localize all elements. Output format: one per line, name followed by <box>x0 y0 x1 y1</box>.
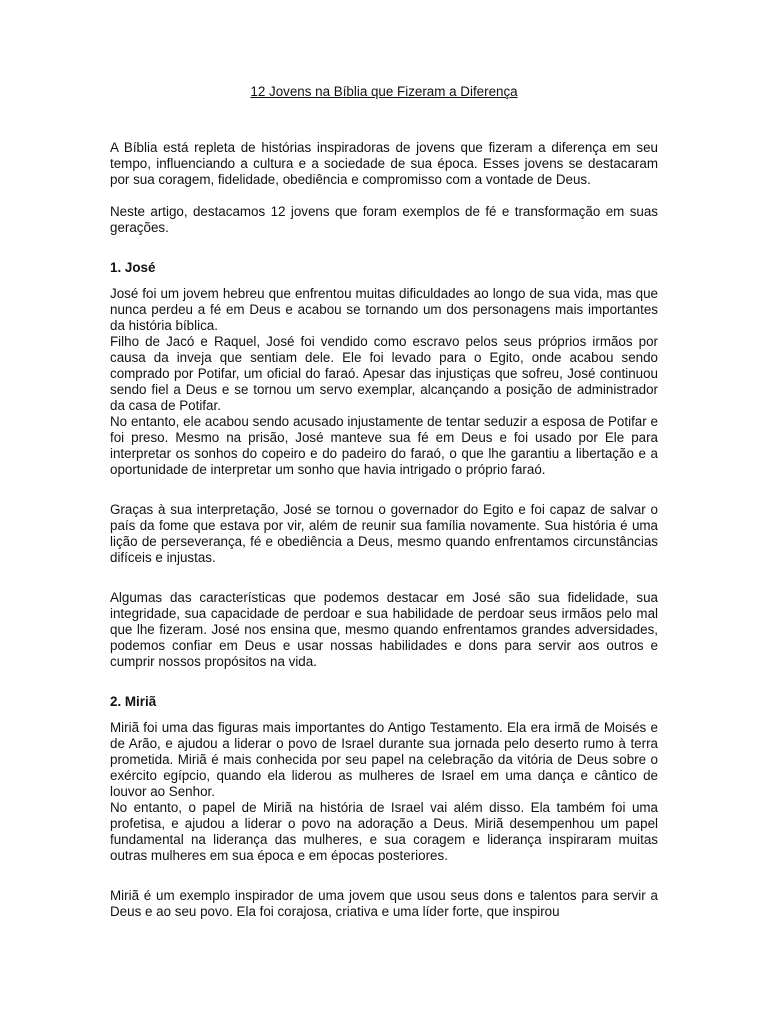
jose-paragraph-3: No entanto, ele acabou sendo acusado injustamente de tentar seduzir a esposa de Potifar e foi preso. Mesmo na prisão, José manteve sua fé em Deus e foi usado por Ele para interpretar os sonhos do copeiro e do padeiro do faraó, o que lhe garantiu a libertação e a oportunidade de interpretar um sonho que havia intrigado o próprio faraó. <box>110 414 658 477</box>
jose-paragraph-4: Graças à sua interpretação, José se tornou o governador do Egito e foi capaz de salvar o país da fome que estava por vir, além de reunir sua família novamente. Sua história é uma lição de perseverança, fé e obediência a Deus, mesmo quando enfrentamos circunstâncias difíceis e injustas. <box>110 502 658 565</box>
miria-paragraph-2: No entanto, o papel de Miriã na história de Israel vai além disso. Ela também foi uma profetisa, e ajudou a liderar o povo na adoração a Deus. Miriã desempenhou um papel fundamental na liderança das mulheres, e sua coragem e liderança inspiraram muitas outras mulheres em sua época e em épocas posteriores. <box>110 800 658 863</box>
intro-paragraph-1: A Bíblia está repleta de histórias inspiradoras de jovens que fizeram a diferença em seu tempo, influenciando a cultura e a sociedade de sua época. Esses jovens se destacaram por sua coragem, fidelidade, obediência e compromisso com a vontade de Deus. <box>110 140 658 187</box>
section-heading-miria: 2. Miriã <box>110 694 157 709</box>
document-title: 12 Jovens na Bíblia que Fizeram a Diferença <box>250 84 518 99</box>
section-heading-jose: 1. José <box>110 260 156 275</box>
jose-paragraph-5: Algumas das características que podemos destacar em José são sua fidelidade, sua integridade, sua capacidade de perdoar e sua habilidade de perdoar seus irmãos pelo mal que lhe fizeram. José nos ensina que, mesmo quando enfrentamos grandes adversidades, podemos confiar em Deus e usar nossas habilidades e dons para servir aos outros e cumprir nossos propósitos na vida. <box>110 590 658 669</box>
intro-paragraph-2: Neste artigo, destacamos 12 jovens que foram exemplos de fé e transformação em suas gerações. <box>110 204 658 235</box>
jose-paragraph-2: Filho de Jacó e Raquel, José foi vendido como escravo pelos seus próprios irmãos por causa da inveja que sentiam dele. Ele foi levado para o Egito, onde acabou sendo comprado por Potifar, um oficial do faraó. Apesar das injustiças que sofreu, José continuou sendo fiel a Deus e se tornou um servo exemplar, alcançando a posição de administrador da casa de Potifar. <box>110 334 658 413</box>
jose-paragraph-1: José foi um jovem hebreu que enfrentou muitas dificuldades ao longo de sua vida, mas que nunca perdeu a fé em Deus e acabou se tornando um dos personagens mais importantes da história bíblica. <box>110 286 658 333</box>
document-page <box>110 84 658 920</box>
miria-paragraph-3: Miriã é um exemplo inspirador de uma jovem que usou seus dons e talentos para servir a Deus e ao seu povo. Ela foi corajosa, criativa e uma líder forte, que inspirou <box>110 888 658 919</box>
miria-paragraph-1: Miriã foi uma das figuras mais importantes do Antigo Testamento. Ela era irmã de Moisés e de Arão, e ajudou a liderar o povo de Israel durante sua jornada pelo deserto rumo à terra prometida. Miriã é mais conhecida por seu papel na celebração da vitória de Deus sobre o exército egípcio, quando ela liderou as mulheres de Israel em uma dança e cântico de louvor ao Senhor. <box>110 720 658 799</box>
